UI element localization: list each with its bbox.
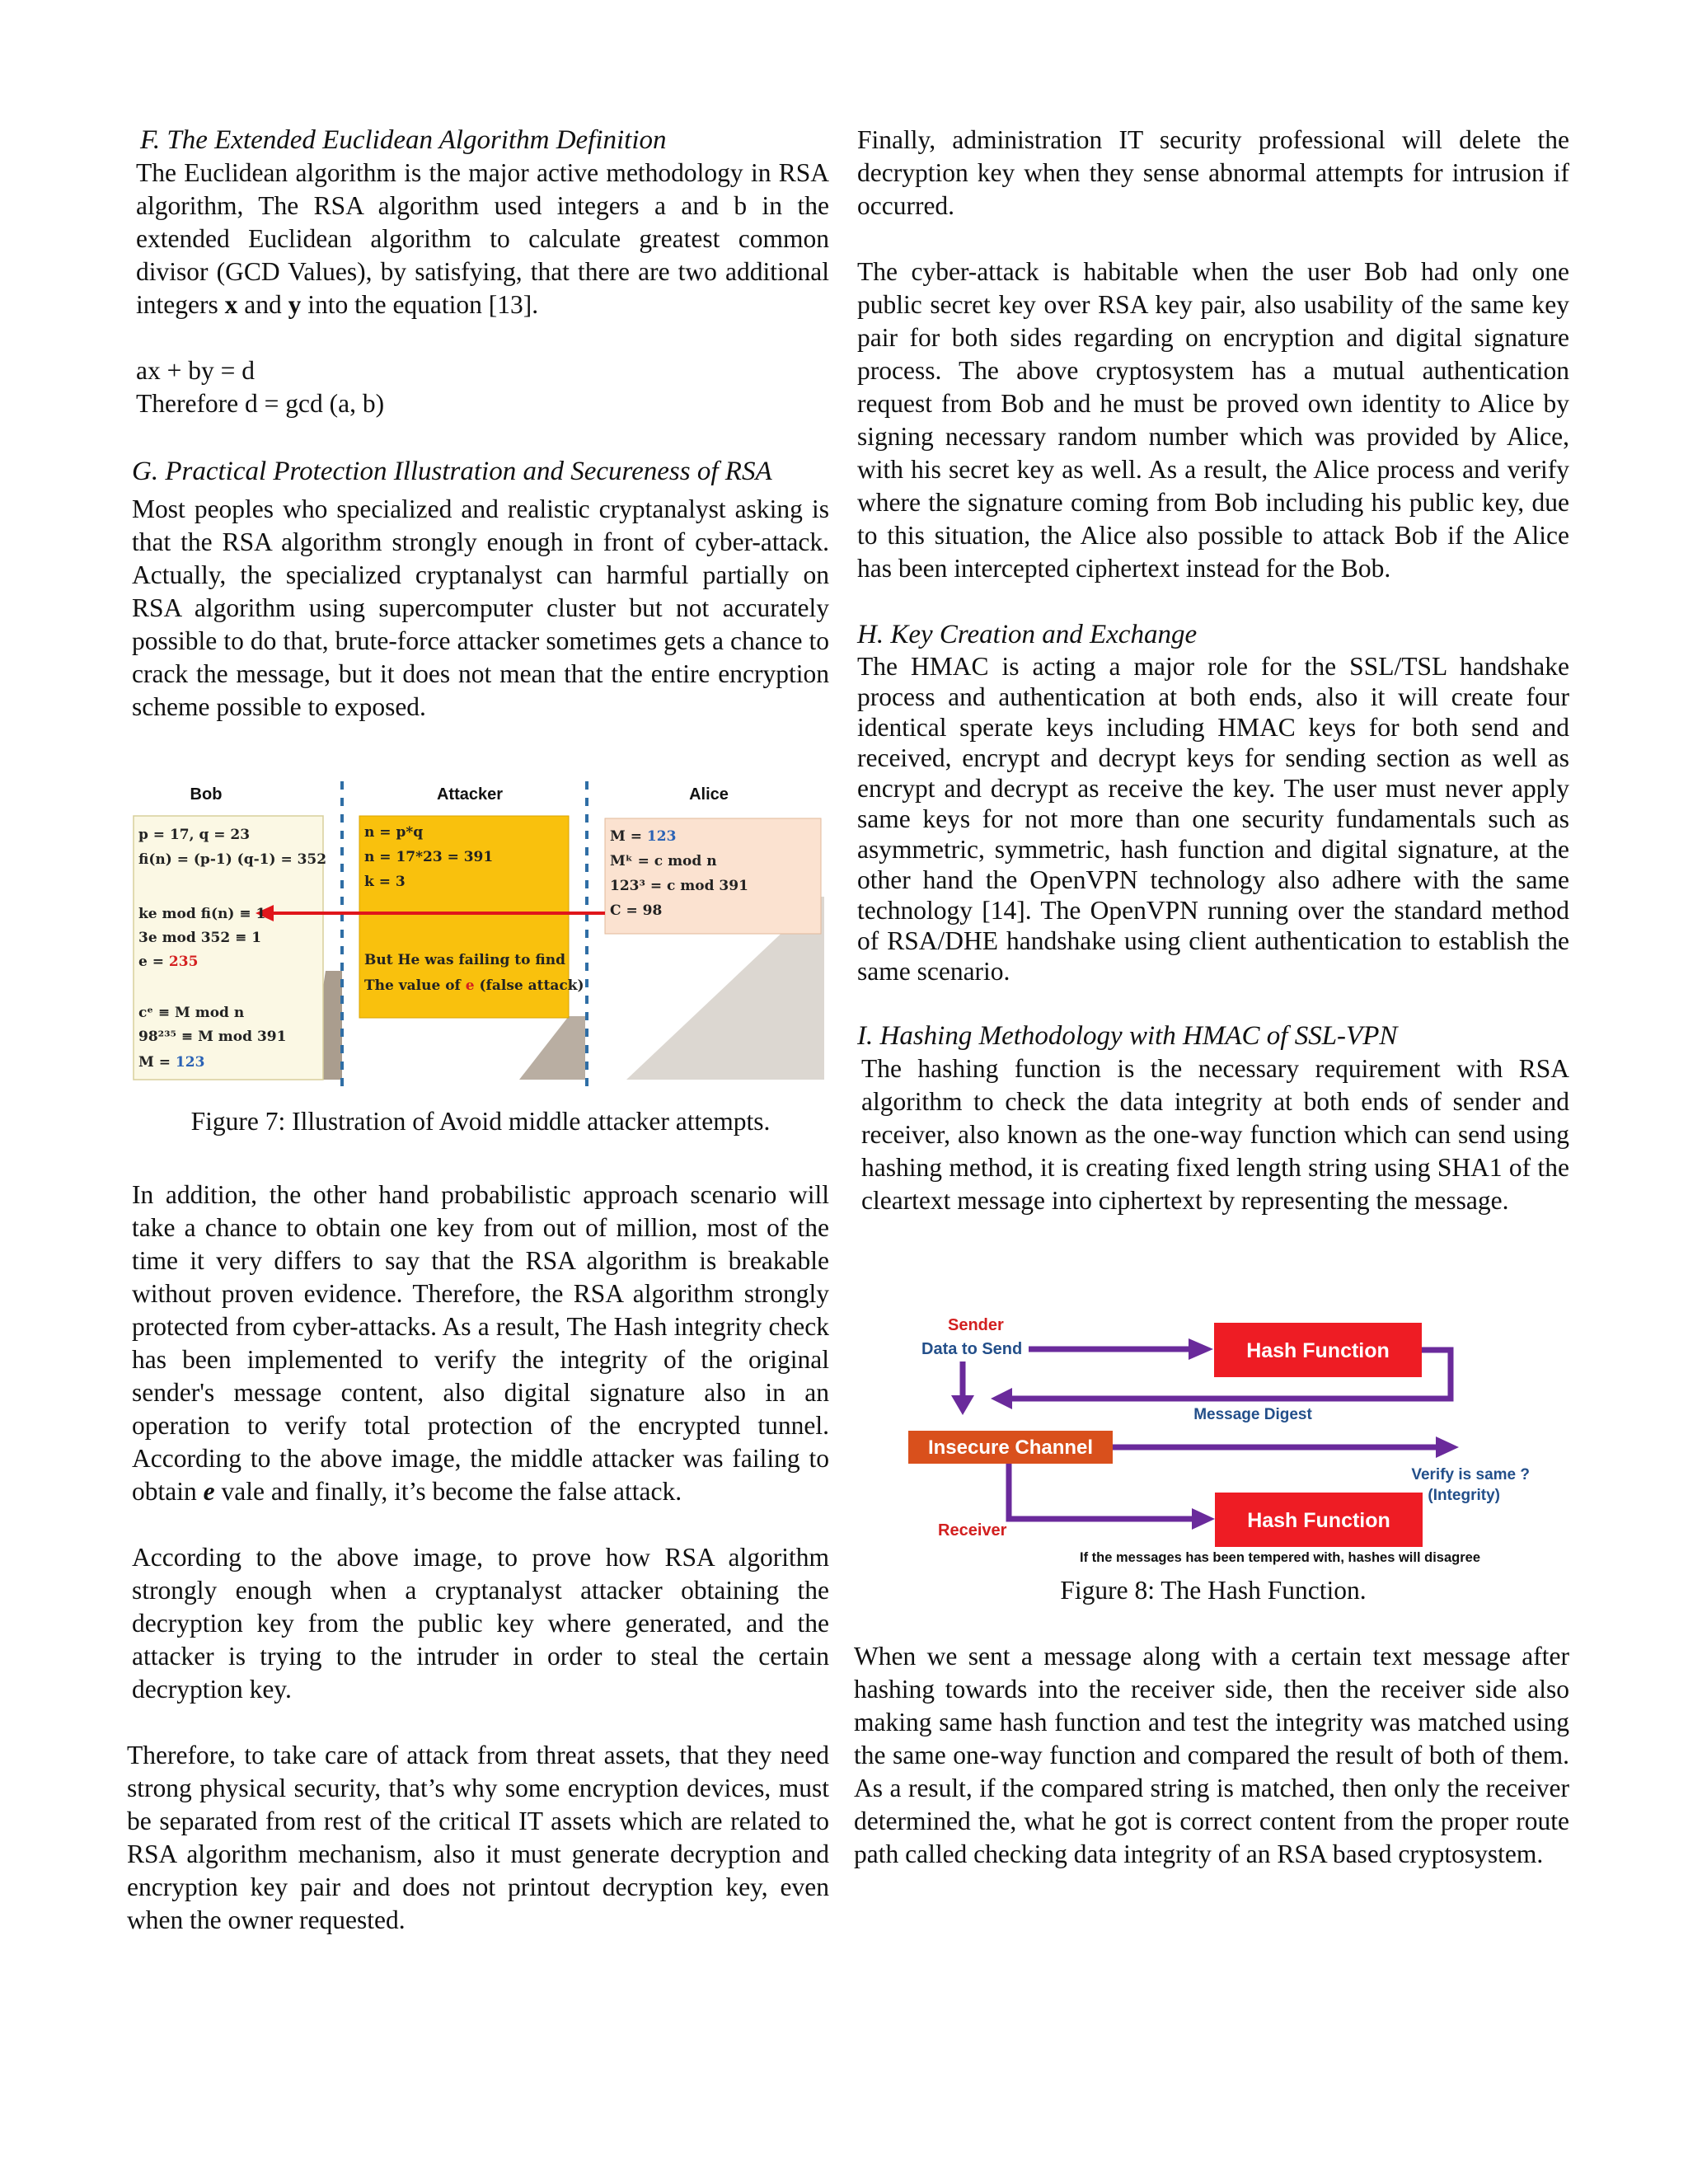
figure-7-caption: Figure 7: Illustration of Avoid middle attacker attempts. <box>190 1107 771 1136</box>
fig8-receiver-label: Receiver <box>938 1521 1007 1540</box>
right-column <box>857 124 1569 1217</box>
fig8-hash-function-top: Hash Function <box>1246 1339 1390 1362</box>
fig8-integrity: (Integrity) <box>1428 1487 1500 1504</box>
alice-line-2: Mᵏ = c mod n <box>610 853 717 869</box>
bob-line-4: 3e mod 352 ≡ 1 <box>138 930 262 946</box>
fig8-hash-function-bottom: Hash Function <box>1247 1509 1390 1532</box>
fig8-message-digest: Message Digest <box>1193 1406 1312 1423</box>
figure-8-diagram <box>898 1310 1533 1570</box>
alice-line-1: M = 123 <box>610 828 677 845</box>
fig7-header-bob: Bob <box>190 785 223 804</box>
addition-paragraph: In addition, the other hand probabilistic approach scenario will take a chance to obtain one key from out of million, most of the time it very differs to say that the RSA algorithm is breakable without proven evidence. Therefore, the RSA algorithm strongly protected from cyber-attacks. As a result, The Hash integrity check has been implemented to verify the integrity of the original sender's message content, also digital signature also in an operation to verify total protection of the encrypted tunnel. According to the above image, the middle attacker was failing to obtain e vale and finally, it’s become the false attack. <box>132 1180 829 1506</box>
figure-7 <box>132 773 824 1088</box>
fig8-channel-arrowhead <box>1436 1436 1459 1458</box>
bob-line-1: p = 17, q = 23 <box>138 827 251 843</box>
fig8-receiver-path <box>1009 1464 1193 1519</box>
fig8-sender-label: Sender <box>948 1316 1004 1334</box>
left-column <box>132 124 829 724</box>
attacker-line-1: n = p*q <box>364 824 424 841</box>
bob-line-7: 98²³⁵ ≡ M mod 391 <box>138 1029 287 1045</box>
fig8-data-to-send: Data to Send <box>921 1340 1023 1358</box>
bob-line-6: cᵉ ≡ M mod n <box>138 1005 245 1021</box>
left-column-lower <box>127 1179 829 1937</box>
fig8-receiver-arrowhead <box>1192 1508 1215 1530</box>
cyber-attack-paragraph: The cyber-attack is habitable when the user Bob had only one public secret key over RSA key pair, also usability of the same key pair for both sides regarding on encryption and digital signature process. The above cryptosystem has a mutual authentication request from Bob and he must be proved own identity to Alice by signing necessary random number which was provided by Alice, with his secret key as well. As a result, the Alice process and verify where the signature coming from Bob including his public key, due to this situation, the Alice also possible to attack Bob if the Alice has been intercepted ciphertext instead for the Bob. <box>857 257 1569 583</box>
fig7-header-alice: Alice <box>689 785 729 804</box>
equation-1: ax + by = d <box>136 356 256 385</box>
alice-line-3: 123³ = c mod 391 <box>610 878 748 894</box>
figure-8-caption: Figure 8: The Hash Function. <box>1060 1576 1367 1605</box>
bob-line-5: e = 235 <box>138 954 199 970</box>
attacker-line-2: n = 17*23 = 391 <box>364 849 494 865</box>
attacker-line-3: k = 3 <box>364 874 406 890</box>
attacker-line-5: The value of e (false attack) <box>364 977 584 994</box>
fig8-digest-arrowhead <box>991 1388 1012 1409</box>
section-i-paragraph: The hashing function is the necessary requirement with RSA algorithm to check the data integrity at both ends of sender and receiver, also known as the one-way function which can send using hashing method, it is creating fixed length string using SHA1 of the cleartext message into ciphertext by representing the message. <box>861 1054 1569 1215</box>
equation-2: Therefore d = gcd (a, b) <box>136 389 385 418</box>
figure-8 <box>898 1310 1533 1570</box>
fig8-footnote: If the messages has been tempered with, hashes will disagree <box>1080 1550 1481 1565</box>
fig8-insecure-channel: Insecure Channel <box>927 1436 1094 1459</box>
fig8-verify: Verify is same ? <box>1411 1466 1530 1483</box>
fig7-header-attacker: Attacker <box>436 785 504 804</box>
alice-line-4: C = 98 <box>610 902 663 919</box>
section-f-heading: F. The Extended Euclidean Algorithm Definition <box>140 125 667 155</box>
finally-paragraph: Finally, administration IT security professional will delete the decryption key when they sense abnormal attempts for intrusion if occurred. <box>857 125 1569 220</box>
bob-line-3: ke mod fi(n) ≡ 1 <box>138 906 266 922</box>
section-g-heading: G. Practical Protection Illustration and Secureness of RSA <box>132 457 772 486</box>
section-h-heading: H. Key Creation and Exchange <box>857 620 1198 649</box>
therefore-paragraph: Therefore, to take care of attack from threat assets, that they need strong physical security, that’s why some encryption devices, must be separated from rest of the critical IT assets which are related to RSA algorithm mechanism, also it must generate decryption and encryption key pair and does not printout decryption key, even when the owner requested. <box>127 1741 829 1934</box>
section-h-paragraph: The HMAC is acting a major role for the SSL/TSL handshake process and authentication at both ends, also it will create four identical sperate keys including HMAC keys for both send and received, encrypt and decrypt keys for sending section as well as encrypt and decrypt as receive the key. The user must never apply same keys for not more than one security fundamentals such as asymmetric, symmetric, hash function and digital signature, at the other hand the OpenVPN technology also adhere with the same technology [14]. The OpenVPN running over the standard method of RSA/DHE handshake using client authentication to establish the same scenario. <box>857 652 1569 986</box>
right-column-lower <box>854 1640 1569 1871</box>
when-paragraph: When we sent a message along with a certain text message after hashing towards into the receiver side, then the receiver side also making same hash function and test the integrity was matched using the same one-way function and compared the result of both of them. As a result, if the compared string is matched, then only the receiver determined the, what he got is correct content from the proper route path called checking data integrity of an RSA based cryptosystem. <box>854 1642 1569 1868</box>
attacker-box-shadow <box>519 1016 585 1080</box>
according-paragraph: According to the above image, to prove how RSA algorithm strongly enough when a cryptanalyst attacker obtaining the decryption key from the public key where generated, and the attacker is trying to the intruder in order to steal the certain decryption key. <box>132 1543 829 1704</box>
fig8-arrowhead-to-hash <box>1189 1338 1213 1360</box>
section-f-paragraph: The Euclidean algorithm is the major active methodology in RSA algorithm, The RSA algorithm used integers a and b in the extended Euclidean algorithm to calculate greatest common divisor (GCD Values), by satisfying, that there are two additional integers x and y into the equation [13]. <box>136 158 829 319</box>
fig8-down-arrowhead <box>951 1395 974 1415</box>
figure-7-diagram <box>132 773 824 1088</box>
bob-line-8: M = 123 <box>138 1054 205 1071</box>
attacker-line-4: But He was failing to find <box>364 952 566 968</box>
bob-line-2: fi(n) = (p-1) (q-1) = 352 <box>138 851 327 868</box>
section-i-heading: I. Hashing Methodology with HMAC of SSL-VPN <box>857 1021 1398 1051</box>
section-g-paragraph: Most peoples who specialized and realistic cryptanalyst asking is that the RSA algorithm strongly enough in front of cyber-attack. Actually, the specialized cryptanalyst can harmful partially on RSA algorithm using supercomputer cluster but not accurately possible to do that, brute-force attacker sometimes gets a chance to crack the message, but it does not mean that the entire encryption scheme possible to exposed. <box>132 494 829 721</box>
